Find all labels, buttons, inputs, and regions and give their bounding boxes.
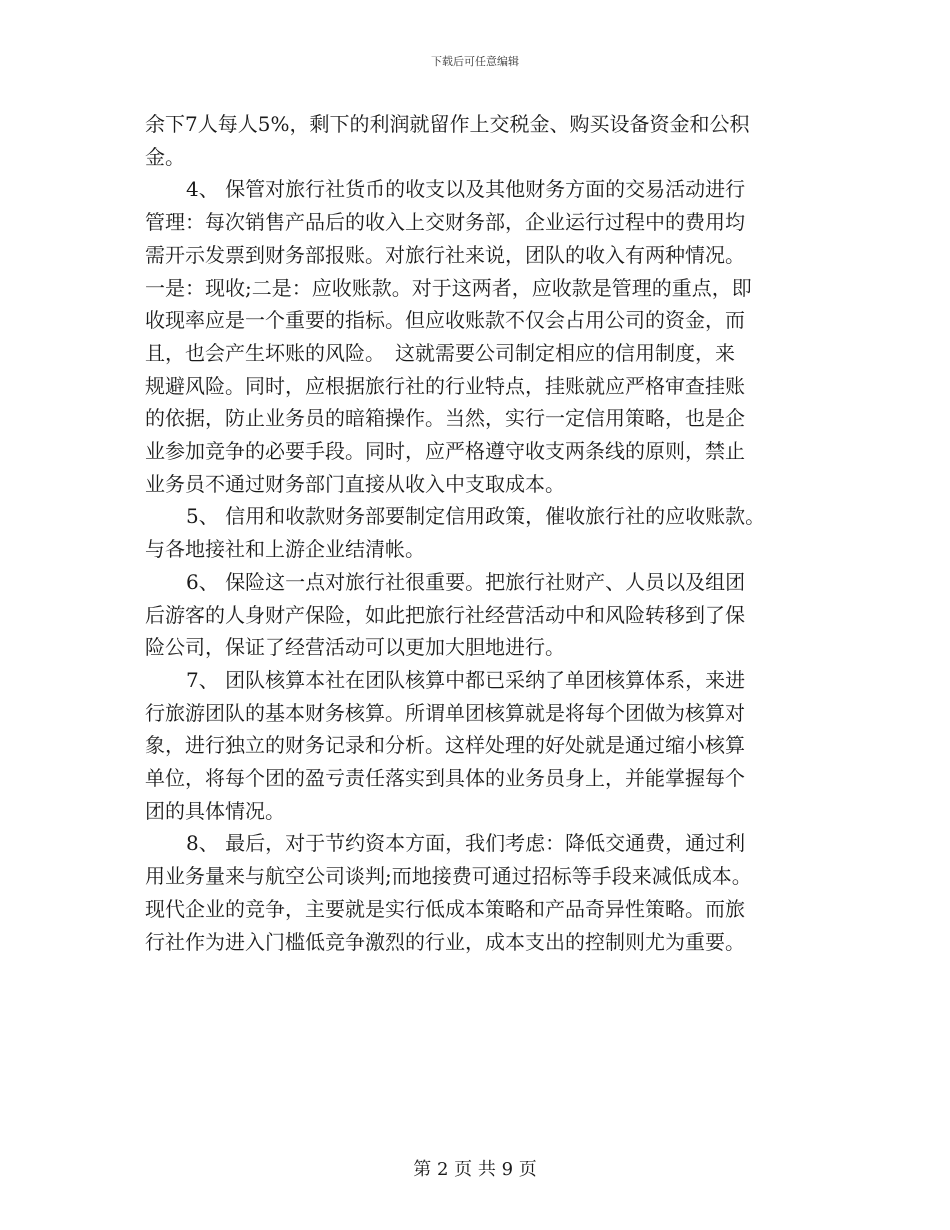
text-line: 与各地接社和上游企业结清帐。 [145, 537, 425, 562]
paragraph-item-4 [145, 173, 800, 500]
text-line: 6、 保险这一点对旅行社很重要。把旅行社财产、人员以及组团 [186, 569, 746, 594]
text-line: 且，也会产生坏账的风险。 这就需要公司制定相应的信用制度，来 [145, 340, 735, 365]
text-line: 现代企业的竞争，主要就是实行低成本策略和产品奇异性策略。而旅 [145, 896, 745, 921]
page-number: 第 2 页 共 9 页 [413, 1159, 537, 1180]
page-header-note: 下载后可任意编辑 [431, 55, 519, 68]
text-line: 金。 [145, 144, 185, 169]
text-line: 行社作为进入门槛低竞争激烈的行业，成本支出的控制则尤为重要。 [145, 929, 745, 954]
paragraph-item-8 [145, 827, 800, 958]
text-line: 行旅游团队的基本财务核算。所谓单团核算就是将每个团做为核算对 [145, 700, 745, 725]
text-line: 后游客的人身财产保险，如此把旅行社经营活动中和风险转移到了保 [145, 602, 745, 627]
text-line: 4、 保管对旅行社货币的收支以及其他财务方面的交易活动进行 [186, 177, 746, 202]
document-body [145, 108, 800, 958]
paragraph-item-6 [145, 566, 800, 664]
text-line: 团的具体情况。 [145, 798, 285, 823]
text-line: 5、 信用和收款财务部要制定信用政策，催收旅行社的应收账款。 [186, 504, 766, 529]
text-line: 余下7人每人5%，剩下的利润就留作上交税金、购买设备资金和公积 [145, 112, 750, 136]
text-line: 的依据，防止业务员的暗箱操作。当然，实行一定信用策略，也是企 [145, 406, 745, 431]
text-line: 用业务量来与航空公司谈判;而地接费可通过招标等手段来减低成本。 [145, 864, 752, 889]
text-line: 险公司，保证了经营活动可以更加大胆地进行。 [145, 635, 565, 660]
text-line: 象，进行独立的财务记录和分析。这样处理的好处就是通过缩小核算 [145, 733, 745, 758]
text-line: 收现率应是一个重要的指标。但应收账款不仅会占用公司的资金，而 [145, 308, 745, 333]
paragraph-item-5 [145, 500, 800, 565]
text-line: 8、 最后，对于节约资本方面，我们考虑：降低交通费，通过利 [186, 831, 746, 856]
text-line: 业参加竞争的必要手段。同时，应严格遵守收支两条线的原则，禁止 [145, 439, 745, 464]
text-line: 业务员不通过财务部门直接从收入中支取成本。 [145, 471, 565, 496]
text-line: 需开示发票到财务部报账。对旅行社来说，团队的收入有两种情况。 [145, 242, 745, 267]
paragraph [145, 108, 800, 173]
text-line: 7、 团队核算本社在团队核算中都已采纳了单团核算体系，来进 [186, 667, 746, 692]
paragraph-item-7 [145, 664, 800, 828]
text-line: 规避风险。同时，应根据旅行社的行业特点，挂账就应严格审查挂账 [145, 373, 745, 398]
text-line: 一是：现收;二是：应收账款。对于这两者，应收款是管理的重点，即 [145, 275, 752, 300]
text-line: 单位，将每个团的盈亏责任落实到具体的业务员身上，并能掌握每个 [145, 766, 745, 791]
text-line: 管理：每次销售产品后的收入上交财务部，企业运行过程中的费用均 [145, 210, 745, 235]
